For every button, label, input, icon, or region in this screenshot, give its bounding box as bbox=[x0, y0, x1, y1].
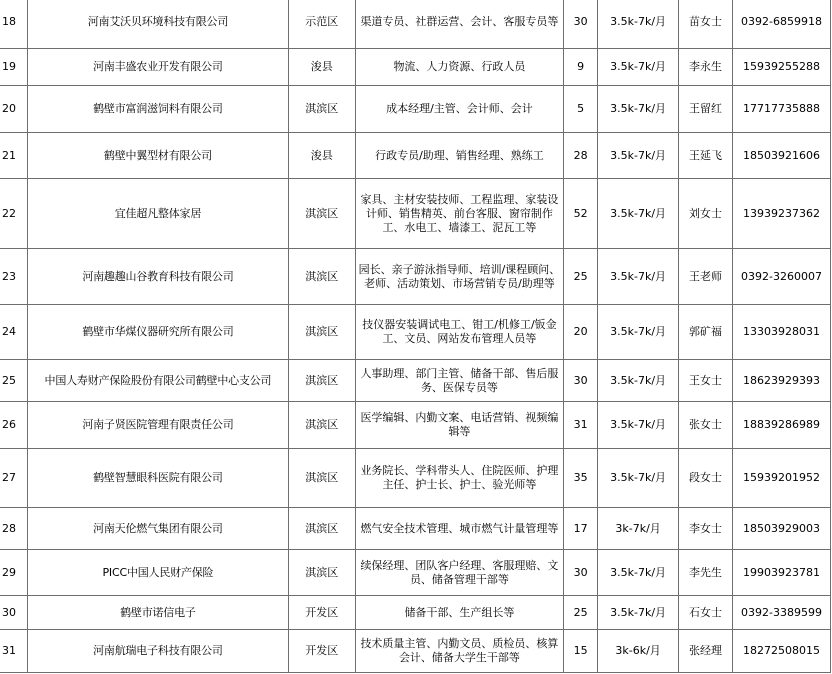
contact-person: 李先生 bbox=[679, 550, 733, 596]
table-row bbox=[0, 508, 831, 550]
row-number: 28 bbox=[0, 508, 27, 550]
salary: 3k-6k/月 bbox=[598, 630, 679, 673]
salary: 3.5k-7k/月 bbox=[598, 402, 679, 449]
phone-number: 0392-3389599 bbox=[733, 596, 831, 630]
phone-number: 15939255288 bbox=[733, 49, 831, 86]
positions: 人事助理、部门主管、储备干部、售后服务、医保专员等 bbox=[355, 360, 563, 402]
phone-number: 18272508015 bbox=[733, 630, 831, 673]
positions: 园长、亲子游泳指导师、培训/课程顾问、老师、活动策划、市场营销专员/助理等 bbox=[355, 249, 563, 305]
positions: 技仪器安装调试电工、钳工/机修工/钣金工、文员、网站发布管理人员等 bbox=[355, 305, 563, 360]
row-number: 27 bbox=[0, 449, 27, 508]
phone-number: 0392-6859918 bbox=[733, 0, 831, 49]
hiring-count: 28 bbox=[564, 133, 598, 179]
row-number: 19 bbox=[0, 49, 27, 86]
district: 淇滨区 bbox=[288, 86, 355, 133]
row-number: 18 bbox=[0, 0, 27, 49]
contact-person: 李永生 bbox=[679, 49, 733, 86]
row-number: 24 bbox=[0, 305, 27, 360]
contact-person: 刘女士 bbox=[679, 179, 733, 249]
district: 浚县 bbox=[288, 133, 355, 179]
salary: 3.5k-7k/月 bbox=[598, 0, 679, 49]
district: 淇滨区 bbox=[288, 508, 355, 550]
salary: 3.5k-7k/月 bbox=[598, 596, 679, 630]
row-number: 20 bbox=[0, 86, 27, 133]
salary: 3.5k-7k/月 bbox=[598, 49, 679, 86]
company-name: 河南趣趣山谷教育科技有限公司 bbox=[27, 249, 288, 305]
company-name: 河南艾沃贝环境科技有限公司 bbox=[27, 0, 288, 49]
row-number: 21 bbox=[0, 133, 27, 179]
positions: 燃气安全技术管理、城市燃气计量管理等 bbox=[355, 508, 563, 550]
table-row bbox=[0, 0, 831, 49]
row-number: 29 bbox=[0, 550, 27, 596]
phone-number: 18623929393 bbox=[733, 360, 831, 402]
positions: 续保经理、团队客户经理、客服理赔、文员、储备管理干部等 bbox=[355, 550, 563, 596]
contact-person: 王女士 bbox=[679, 360, 733, 402]
company-name: 中国人寿财产保险股份有限公司鹤壁中心支公司 bbox=[27, 360, 288, 402]
district: 淇滨区 bbox=[288, 550, 355, 596]
positions: 渠道专员、社群运营、会计、客服专员等 bbox=[355, 0, 563, 49]
company-name: 鹤壁市诺信电子 bbox=[27, 596, 288, 630]
hiring-count: 20 bbox=[564, 305, 598, 360]
company-name: PICC中国人民财产保险 bbox=[27, 550, 288, 596]
district: 淇滨区 bbox=[288, 360, 355, 402]
district: 示范区 bbox=[288, 0, 355, 49]
hiring-count: 9 bbox=[564, 49, 598, 86]
company-name: 河南丰盛农业开发有限公司 bbox=[27, 49, 288, 86]
phone-number: 0392-3260007 bbox=[733, 249, 831, 305]
hiring-count: 31 bbox=[564, 402, 598, 449]
contact-person: 王延飞 bbox=[679, 133, 733, 179]
hiring-count: 52 bbox=[564, 179, 598, 249]
positions: 行政专员/助理、销售经理、熟练工 bbox=[355, 133, 563, 179]
company-name: 宜佳超凡整体家居 bbox=[27, 179, 288, 249]
hiring-count: 30 bbox=[564, 550, 598, 596]
hiring-count: 30 bbox=[564, 0, 598, 49]
district: 开发区 bbox=[288, 596, 355, 630]
company-name: 河南航瑞电子科技有限公司 bbox=[27, 630, 288, 673]
hiring-count: 17 bbox=[564, 508, 598, 550]
table-row bbox=[0, 179, 831, 249]
phone-number: 18839286989 bbox=[733, 402, 831, 449]
salary: 3.5k-7k/月 bbox=[598, 550, 679, 596]
positions: 业务院长、学科带头人、住院医师、护理主任、护士长、护士、验光师等 bbox=[355, 449, 563, 508]
positions: 家具、主材安装技师、工程监理、家装设计师、销售精英、前台客服、窗帘制作工、水电工、墙漆工、泥瓦工等 bbox=[355, 179, 563, 249]
table-row bbox=[0, 133, 831, 179]
salary: 3.5k-7k/月 bbox=[598, 449, 679, 508]
phone-number: 15939201952 bbox=[733, 449, 831, 508]
district: 淇滨区 bbox=[288, 449, 355, 508]
salary: 3.5k-7k/月 bbox=[598, 86, 679, 133]
contact-person: 石女士 bbox=[679, 596, 733, 630]
contact-person: 王老师 bbox=[679, 249, 733, 305]
table-row bbox=[0, 86, 831, 133]
salary: 3.5k-7k/月 bbox=[598, 249, 679, 305]
company-name: 河南天伦燃气集团有限公司 bbox=[27, 508, 288, 550]
company-name: 河南子贤医院管理有限责任公司 bbox=[27, 402, 288, 449]
hiring-count: 15 bbox=[564, 630, 598, 673]
salary: 3.5k-7k/月 bbox=[598, 360, 679, 402]
table-row bbox=[0, 360, 831, 402]
contact-person: 王留红 bbox=[679, 86, 733, 133]
salary: 3.5k-7k/月 bbox=[598, 305, 679, 360]
table-row bbox=[0, 49, 831, 86]
district: 淇滨区 bbox=[288, 249, 355, 305]
row-number: 26 bbox=[0, 402, 27, 449]
hiring-count: 30 bbox=[564, 360, 598, 402]
table-row bbox=[0, 249, 831, 305]
company-name: 鹤壁市富润滋饲料有限公司 bbox=[27, 86, 288, 133]
hiring-count: 5 bbox=[564, 86, 598, 133]
table-row bbox=[0, 596, 831, 630]
contact-person: 张女士 bbox=[679, 402, 733, 449]
row-number: 31 bbox=[0, 630, 27, 673]
positions: 物流、人力资源、行政人员 bbox=[355, 49, 563, 86]
phone-number: 13303928031 bbox=[733, 305, 831, 360]
company-name: 鹤壁智慧眼科医院有限公司 bbox=[27, 449, 288, 508]
table-row bbox=[0, 402, 831, 449]
row-number: 30 bbox=[0, 596, 27, 630]
salary: 3k-7k/月 bbox=[598, 508, 679, 550]
contact-person: 郭矿福 bbox=[679, 305, 733, 360]
row-number: 22 bbox=[0, 179, 27, 249]
contact-person: 张经理 bbox=[679, 630, 733, 673]
row-number: 23 bbox=[0, 249, 27, 305]
phone-number: 17717735888 bbox=[733, 86, 831, 133]
row-number: 25 bbox=[0, 360, 27, 402]
district: 淇滨区 bbox=[288, 305, 355, 360]
contact-person: 苗女士 bbox=[679, 0, 733, 49]
salary: 3.5k-7k/月 bbox=[598, 133, 679, 179]
table-row bbox=[0, 449, 831, 508]
salary: 3.5k-7k/月 bbox=[598, 179, 679, 249]
phone-number: 19903923781 bbox=[733, 550, 831, 596]
positions: 医学编辑、内勤文案、电话营销、视频编辑等 bbox=[355, 402, 563, 449]
positions: 技术质量主管、内勤文员、质检员、核算会计、储备大学生干部等 bbox=[355, 630, 563, 673]
district: 浚县 bbox=[288, 49, 355, 86]
phone-number: 18503921606 bbox=[733, 133, 831, 179]
phone-number: 18503929003 bbox=[733, 508, 831, 550]
contact-person: 段女士 bbox=[679, 449, 733, 508]
positions: 储备干部、生产组长等 bbox=[355, 596, 563, 630]
table-row bbox=[0, 550, 831, 596]
hiring-count: 25 bbox=[564, 249, 598, 305]
hiring-count: 35 bbox=[564, 449, 598, 508]
table-row bbox=[0, 630, 831, 673]
district: 开发区 bbox=[288, 630, 355, 673]
positions: 成本经理/主管、会计师、会计 bbox=[355, 86, 563, 133]
hiring-count: 25 bbox=[564, 596, 598, 630]
phone-number: 13939237362 bbox=[733, 179, 831, 249]
company-name: 鹤壁市华煤仪器研究所有限公司 bbox=[27, 305, 288, 360]
district: 淇滨区 bbox=[288, 179, 355, 249]
table-row bbox=[0, 305, 831, 360]
contact-person: 李女士 bbox=[679, 508, 733, 550]
company-name: 鹤壁中翼型材有限公司 bbox=[27, 133, 288, 179]
district: 淇滨区 bbox=[288, 402, 355, 449]
